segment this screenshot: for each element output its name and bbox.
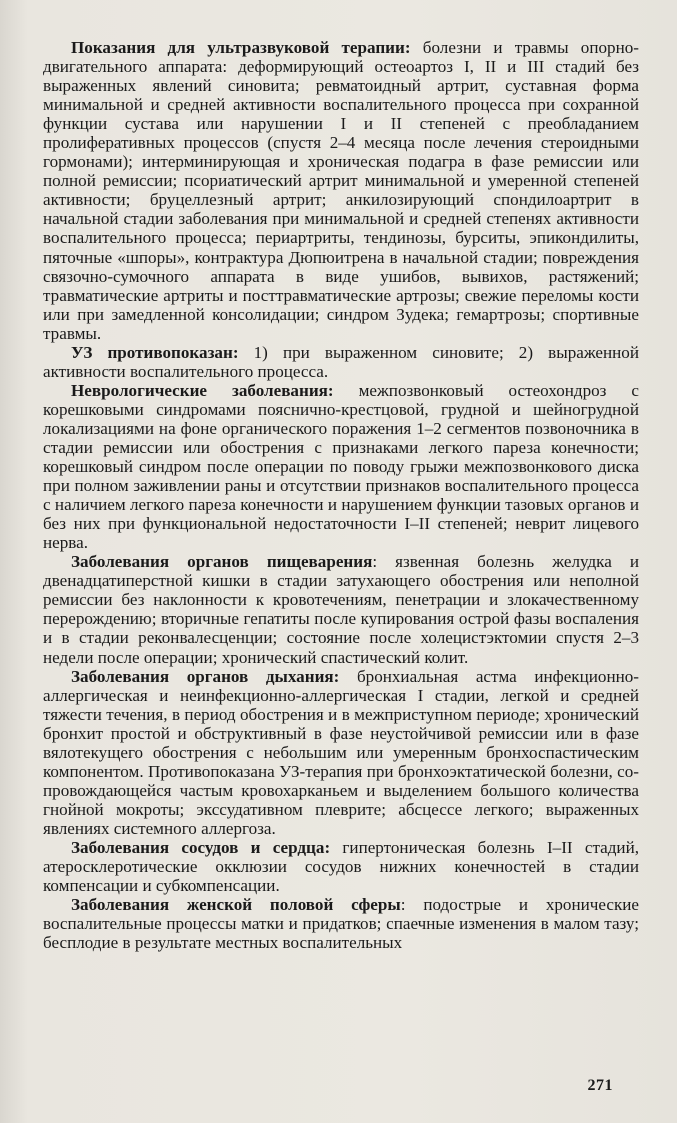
paragraph-text: : подострые и хронические воспалительные процессы матки и придатков; спаечные изменения в малом тазу; бесплодие в результате местных воспалительных [43,895,639,953]
paragraph-ultrasound-indications [43,38,639,343]
paragraph-heading: Заболевания женской половой сферы [71,895,401,915]
paragraph-neurological [43,381,639,552]
paragraph-text: межпозвонковый остеохондроз с корешковыми синдромами пояснично-крестцовой, грудной и шейногрудной локализациями на фоне органического поражения 1–2 сегментов позвоночника в стадии ремиссии или обострения с признаками легкого пареза конечности; корешковый синдром после операции по поводу грыжи межпозвонкового диска при полном заживлении раны и отсутствии признаков воспалительного процесса с наличием легкого пареза конечности и нарушением функции тазовых органов и без них при функциональной недостаточности I–II степеней; неврит лицевого нерва. [43,380,639,553]
paragraph-heading: УЗ противопоказан: [71,342,239,362]
paragraph-text: гипертоническая болезнь I–II стадий, атеросклеротические окклюзии сосудов нижних конечностей в стадии компенсации и субкомпенсации. [43,837,639,896]
paragraph-digestive [43,552,639,666]
body-text [43,38,639,952]
paragraph-text: бронхиальная астма инфекционно-аллергическая и неинфекционно-аллергическая I стадии, легкой и средней тяжести течения, в период обострения и в межприступном периоде; хронический бронхит простой и обструктивный в фазе неустойчивой ремиссии или в фазе вялотекущего обострения с небольшим или умеренным бронхоспастическим компонентом. Противопоказана УЗ-терапия при бронхоэктатической болезни, сопровождающейся частым кровохарканьем и выделением большого количества гнойной мокроты; экссудативном плеврите; абсцессе легкого; выраженных явлениях системного аллергоза. [43,666,639,838]
paragraph-contraindications [43,343,639,381]
paragraph-heading: Показания для ультразвуковой терапии: [71,38,411,57]
paragraph-heading: Заболевания органов пищеварения [71,552,373,572]
paragraph-gynecological [43,895,639,952]
paragraph-respiratory [43,667,639,838]
page-number: 271 [587,1077,613,1094]
paragraph-heading: Неврологические заболевания: [71,380,334,400]
paragraph-text: : язвенная болезнь желудка и двенадцатиперстной кишки в стадии затухающего обострения или неполной ремиссии без наклонности к кровотечениям, пенетрации и злокачественному перерождению; вторичные гепатиты после купирования острой фазы воспаления и в стадии реконвалесценции; состояние после холецистэктомии спустя 2–3 недели после операции; хронический спастический колит. [43,552,639,667]
paragraph-text: 1) при выраженном синовите; 2) выраженной активности воспалительного процесса. [43,342,639,381]
paragraph-vascular-cardiac [43,838,639,895]
paragraph-text: болезни и травмы опорно-двигательного аппарата: деформирующий остеоартоз I, II и III стадий без выраженных явлений синовита; ревматоидный артрит, суставная форма минимальной и средней активности воспалительного процесса при сохранной функции сустава или нарушении I и II степеней с преобладанием пролиферативных процессов (спустя 2–4 месяца после лечения стероидными гормонами); интерминирующая и хроническая подагра в фазе ремиссии или полной ремиссии; псориатический артрит минимальной и умеренной степеней активности; бруцеллезный артрит; анкилозирующий спондилоартрит в начальной стадии заболевания при минимальной и средней степенях активности воспалительного процесса; периартриты, тендинозы, бурситы, эпикондилиты, пяточные «шпоры», контрактура Дюпюитрена в начальной стадии; повреждения связочно-сумочного аппарата в виде ушибов, вывихов, растяжений; травматические артриты и посттравматические артрозы; свежие переломы кости или при замедленной консолидации; синдром Зудека; гемартрозы; спортивные травмы. [43,38,639,343]
paragraph-heading: Заболевания органов дыхания: [71,666,340,686]
paragraph-heading: Заболевания сосудов и сердца: [71,837,331,857]
